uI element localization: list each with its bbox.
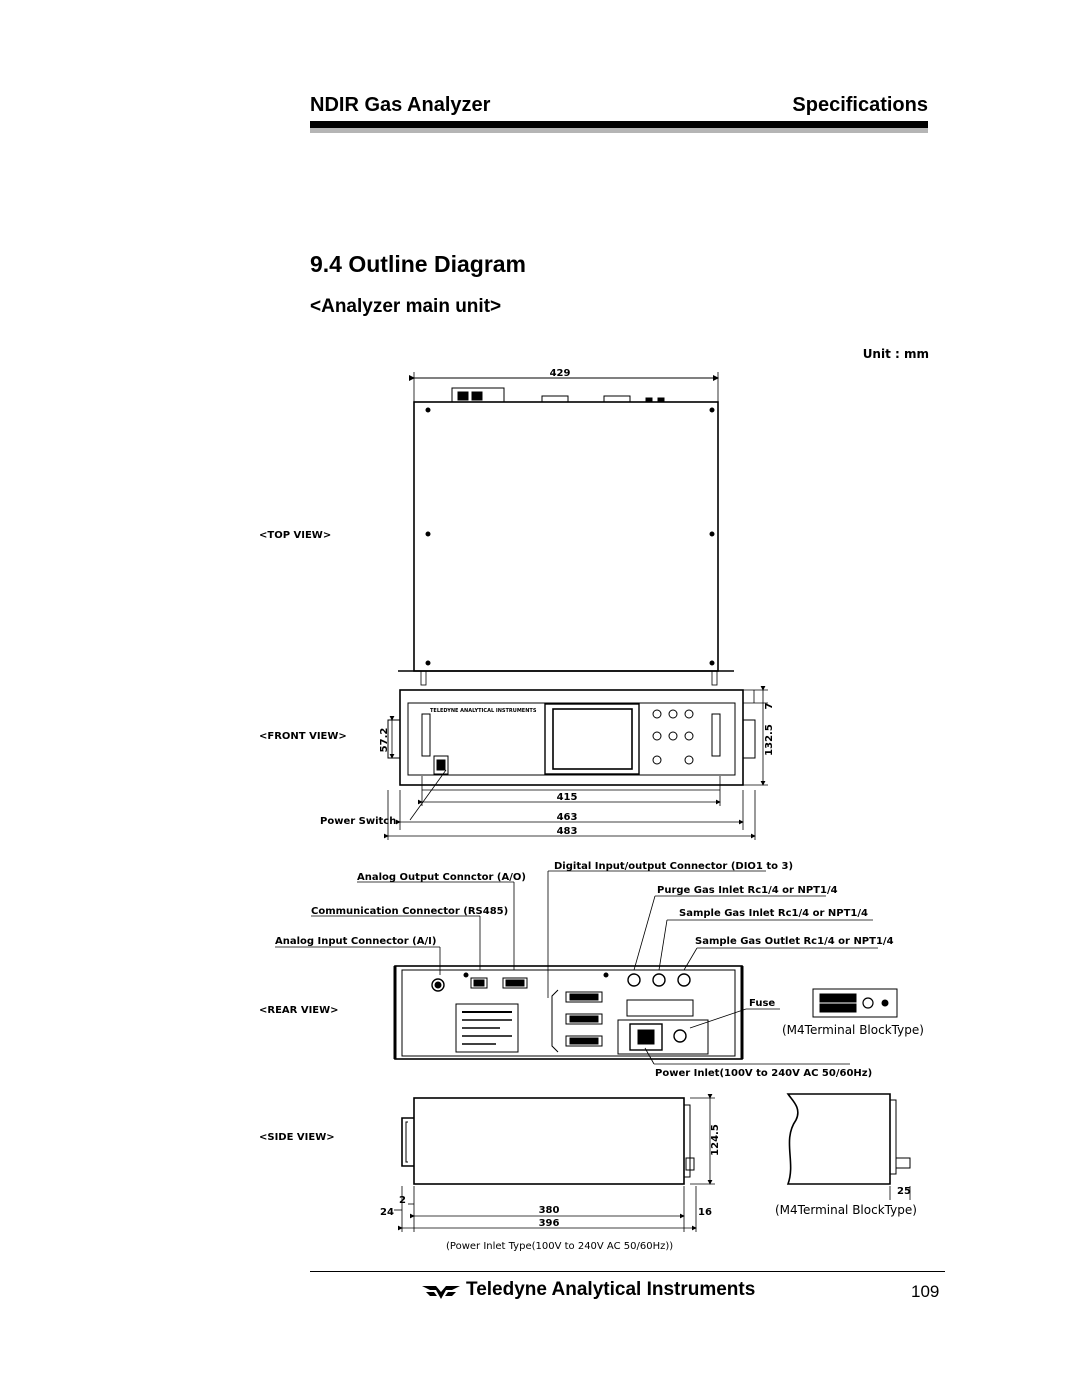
callout-analog-output: Analog Output Connctor (A/O) <box>357 872 526 883</box>
dim-side-2: 2 <box>399 1195 406 1206</box>
front-view-label: <FRONT VIEW> <box>259 731 347 742</box>
dim-front-483: 483 <box>556 826 578 837</box>
callout-power-inlet: Power Inlet(100V to 240V AC 50/60Hz) <box>655 1068 873 1079</box>
callout-purge-gas: Purge Gas Inlet Rc1/4 or NPT1/4 <box>657 885 838 896</box>
callout-power-switch: Power Switch <box>320 816 397 827</box>
front-panel-brand: TELEDYNE ANALYTICAL INSTRUMENTS <box>430 708 537 714</box>
footer-rule <box>310 1271 945 1272</box>
rear-view <box>395 966 897 1059</box>
dim-side-396: 396 <box>538 1218 560 1229</box>
unit-label: Unit : mm <box>862 347 929 361</box>
dim-front-7: 7 <box>764 702 775 710</box>
callout-analog-input: Analog Input Connector (A/I) <box>275 936 437 947</box>
teledyne-logo-icon <box>422 1282 460 1300</box>
callout-digital-io: Digital Input/output Connector (DIO1 to 3) <box>554 861 794 872</box>
dim-front-57-2: 57.2 <box>379 727 390 753</box>
section-title: 9.4 Outline Diagram <box>310 251 527 277</box>
dim-side-124-5: 124.5 <box>710 1124 721 1156</box>
rear-view-label: <REAR VIEW> <box>259 1005 339 1016</box>
dim-side-16: 16 <box>698 1207 712 1218</box>
callout-sample-outlet: Sample Gas Outlet Rc1/4 or NPT1/4 <box>695 936 894 947</box>
footer-brand: Teledyne Analytical Instruments <box>466 1279 756 1300</box>
callout-communication: Communication Connector (RS485) <box>311 906 509 917</box>
dim-side-25: 25 <box>897 1186 911 1197</box>
dim-side-380: 380 <box>538 1205 560 1216</box>
top-view-label: <TOP VIEW> <box>259 530 332 541</box>
header-section-name: Specifications <box>792 94 928 116</box>
side-view-label: <SIDE VIEW> <box>259 1132 335 1143</box>
callout-power-inlet-type: (Power Inlet Type(100V to 240V AC 50/60Hz)) <box>446 1241 674 1252</box>
dim-front-415: 415 <box>556 792 578 803</box>
page-number: 109 <box>911 1282 940 1301</box>
dim-side-24: 24 <box>380 1207 394 1218</box>
top-view <box>398 372 734 685</box>
callout-fuse: Fuse <box>749 998 776 1009</box>
section-subtitle: <Analyzer main unit> <box>310 296 502 317</box>
dim-front-463: 463 <box>556 812 578 823</box>
callout-m4-terminal-rear: (M4Terminal BlockType) <box>782 1023 924 1037</box>
callout-m4-terminal-side: (M4Terminal BlockType) <box>775 1203 917 1217</box>
dim-top-width: 429 <box>549 368 571 379</box>
callout-sample-inlet: Sample Gas Inlet Rc1/4 or NPT1/4 <box>679 908 868 919</box>
header-product-name: NDIR Gas Analyzer <box>310 94 491 116</box>
dim-front-132-5: 132.5 <box>764 724 775 756</box>
